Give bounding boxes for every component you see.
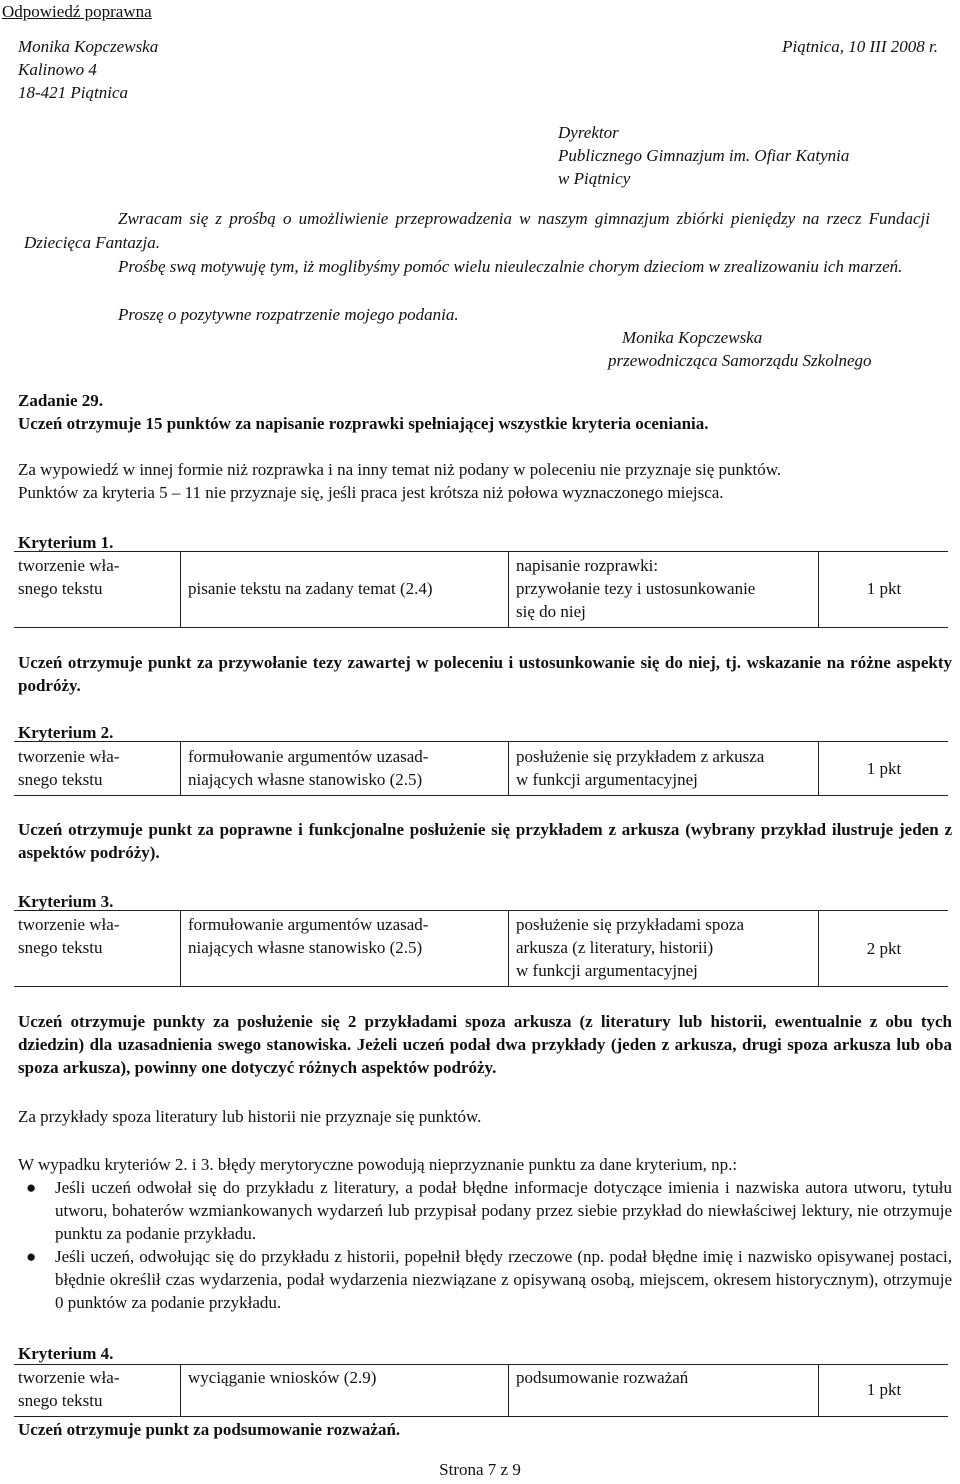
criterion-points: 1 pkt: [866, 579, 902, 598]
table-divider: [818, 741, 819, 795]
criterion-description: Uczeń otrzymuje punkt za poprawne i funkcjonalne posłużenie się przykładem z arkusza (wybrany przykład ilustruje jeden z aspektów podróży).: [18, 820, 952, 862]
cell-line: podsumowanie rozważań: [516, 1368, 689, 1387]
signature-role: przewodnicząca Samorządu Szkolnego: [608, 351, 872, 370]
criterion-points: 2 pkt: [866, 939, 902, 958]
letter-paragraph-2: Prośbę swą motywuję tym, iż moglibyśmy pomóc wielu nieuleczalnie chorym dzieciom w zrealizowaniu ich marzeń.: [118, 257, 903, 276]
criterion-requirement: [188, 1366, 376, 1389]
sender-line: Kalinowo 4: [18, 60, 97, 79]
task-title: Zadanie 29.: [18, 391, 104, 410]
cell-line: tworzenie wła-: [18, 747, 120, 766]
table-divider: [508, 910, 509, 986]
cell-line: napisanie rozprawki:: [516, 556, 659, 575]
recipient-line: Dyrektor: [558, 123, 619, 142]
criterion-description: Uczeń otrzymuje punkt za podsumowanie rozważań.: [18, 1420, 401, 1439]
bullet-icon: ●: [26, 1178, 37, 1197]
cell-line: snego tekstu: [18, 938, 103, 957]
criterion-detail: [516, 1366, 688, 1389]
sender-address: [18, 35, 158, 104]
table-divider: [508, 741, 509, 795]
criterion-category: [18, 1366, 119, 1412]
signature-name: Monika Kopczewska: [622, 328, 763, 347]
criterion-title: Kryterium 1.: [18, 533, 114, 552]
cell-line: tworzenie wła-: [18, 556, 120, 575]
table-divider: [508, 1364, 509, 1416]
criterion-category: [18, 913, 119, 959]
criterion-description: Uczeń otrzymuje punkt za przywołanie tezy zawartej w poleceniu i ustosunkowanie się do niej, tj. wskazanie na różne aspekty podróży.: [18, 653, 952, 695]
table-divider: [180, 1364, 181, 1416]
cell-line: posłużenie się przykładami spoza: [516, 915, 745, 934]
criterion-detail: [516, 554, 755, 623]
criterion-category: [18, 554, 119, 600]
cell-line: tworzenie wła-: [18, 915, 120, 934]
cell-line: w funkcji argumentacyjnej: [516, 961, 698, 980]
table-border: [14, 986, 948, 987]
table-divider: [508, 551, 509, 627]
errors-intro: W wypadku kryteriów 2. i 3. błędy merytoryczne powodują nieprzyznanie punktu za dane kryterium, np.:: [18, 1155, 738, 1174]
cell-line: niających własne stanowisko (2.5): [188, 938, 423, 957]
table-border: [14, 1364, 948, 1365]
criterion-points: 1 pkt: [866, 1380, 902, 1399]
table-divider: [818, 1364, 819, 1416]
list-item: [18, 1245, 952, 1314]
literature-note: Za przykłady spoza literatury lub historii nie przyznaje się punktów.: [18, 1107, 482, 1126]
recipient-line: Publicznego Gimnazjum im. Ofiar Katynia: [558, 146, 850, 165]
criterion-requirement: [188, 577, 433, 600]
cell-line: wyciąganie wniosków (2.9): [188, 1368, 377, 1387]
cell-line: tworzenie wła-: [18, 1368, 120, 1387]
recipient-line: w Piątnicy: [558, 169, 631, 188]
cell-line: formułowanie argumentów uzasad-: [188, 915, 429, 934]
list-item-text: Jeśli uczeń, odwołując się do przykładu z historii, popełnił błędy rzeczowe (np. podał błędne imię i nazwisko opisywanej postaci, błędnie określił czas wydarzenia, podał wydarzenia niezwiązane z opisywaną osobą, miejscem, okresem historycznym), otrzymuje 0 punktów za podanie przykładu.: [55, 1247, 952, 1312]
list-item: [18, 1176, 952, 1245]
criterion-title: Kryterium 3.: [18, 892, 114, 911]
table-divider: [180, 910, 181, 986]
table-border: [14, 1416, 948, 1417]
task-note-2: Punktów za kryteria 5 – 11 nie przyznaje się, jeśli praca jest krótsza niż połowa wyznaczonego miejsca.: [18, 483, 724, 502]
cell-line: w funkcji argumentacyjnej: [516, 770, 698, 789]
header-link[interactable]: Odpowiedź poprawna: [2, 2, 152, 21]
letter-paragraph-3: Proszę o pozytywne rozpatrzenie mojego podania.: [118, 305, 459, 324]
cell-line: snego tekstu: [18, 579, 103, 598]
cell-line: niających własne stanowisko (2.5): [188, 770, 423, 789]
letter-paragraph-1: Zwracam się z prośbą o umożliwienie przeprowadzenia w naszym gimnazjum zbiórki pieniędzy na rzecz Fundacji Dziecięca Fantazja.: [24, 209, 930, 252]
cell-line: snego tekstu: [18, 1391, 103, 1410]
cell-line: przywołanie tezy i ustosunkowanie: [516, 579, 756, 598]
place-date: Piątnica, 10 III 2008 r.: [782, 37, 938, 56]
criterion-points: 1 pkt: [866, 759, 902, 778]
table-divider: [818, 910, 819, 986]
criterion-title: Kryterium 2.: [18, 723, 114, 742]
task-intro: Uczeń otrzymuje 15 punktów za napisanie rozprawki spełniającej wszystkie kryteria oceniania.: [18, 414, 709, 433]
cell-line: formułowanie argumentów uzasad-: [188, 747, 429, 766]
cell-line: pisanie tekstu na zadany temat (2.4): [188, 579, 433, 598]
recipient: [558, 121, 849, 190]
criterion-requirement: [188, 745, 428, 791]
criterion-category: [18, 745, 119, 791]
table-border: [14, 910, 948, 911]
page-number: Strona 7 z 9: [439, 1460, 521, 1479]
table-divider: [818, 551, 819, 627]
task-note-1: Za wypowiedź w innej formie niż rozprawka i na inny temat niż podany w poleceniu nie przyznaje się punktów.: [18, 460, 782, 479]
sender-line: 18-421 Piątnica: [18, 83, 129, 102]
cell-line: arkusza (z literatury, historii): [516, 938, 714, 957]
table-border: [14, 795, 948, 796]
bullet-icon: ●: [26, 1247, 37, 1266]
cell-line: snego tekstu: [18, 770, 103, 789]
criterion-description: Uczeń otrzymuje punkty za posłużenie się 2 przykładami spoza arkusza (z literatury lub historii, ewentualnie z obu tych dziedzin) dla uzasadnienia swego stanowiska. Jeżeli uczeń podał dwa przykłady (jeden z arkusza, drugi spoza arkusza lub oba spoza arkusza), powinny one dotyczyć różnych aspektów podróży.: [18, 1012, 952, 1077]
list-item-text: Jeśli uczeń odwołał się do przykładu z literatury, a podał błędne informacje dotyczące imienia i nazwiska autora utworu, tytułu utworu, bohaterów wzmiankowanych wydarzeń lub przypisał podany przez siebie przykład do niewłaściwej lektury, nie otrzymuje punktu za podanie przykładu.: [55, 1178, 952, 1243]
table-border: [14, 551, 948, 552]
criterion-detail: [516, 745, 764, 791]
criterion-title: Kryterium 4.: [18, 1344, 114, 1363]
errors-list: [18, 1176, 952, 1314]
table-border: [14, 627, 948, 628]
criterion-detail: [516, 913, 744, 982]
cell-line: posłużenie się przykładem z arkusza: [516, 747, 765, 766]
table-divider: [180, 741, 181, 795]
table-border: [14, 741, 948, 742]
criterion-requirement: [188, 913, 428, 959]
cell-line: się do niej: [516, 602, 586, 621]
table-divider: [180, 551, 181, 627]
sender-line: Monika Kopczewska: [18, 37, 159, 56]
